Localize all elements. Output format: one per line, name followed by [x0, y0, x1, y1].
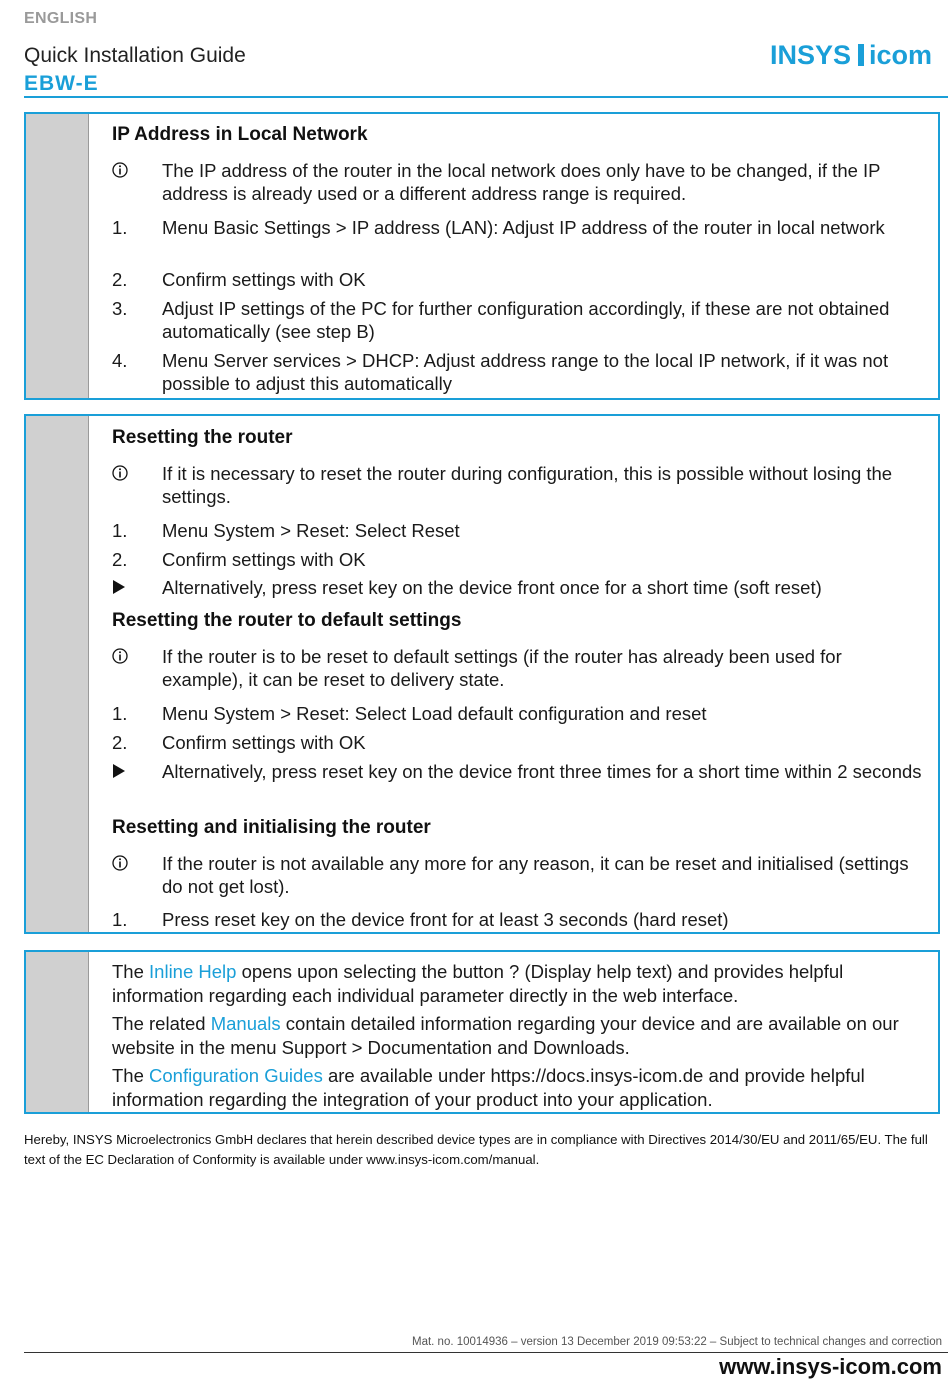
- info-text: If the router is not available any more for any reason, it can be reset and initialised (settings do not get lost).: [162, 853, 909, 897]
- step-number: 2.: [112, 549, 128, 570]
- step-number: 2.: [112, 732, 128, 753]
- language-label: ENGLISH: [24, 10, 98, 27]
- section-help-resources: [24, 950, 940, 1114]
- step-text: Menu Basic Settings > IP address (LAN): Adjust IP address of the router in local network: [162, 217, 885, 238]
- configuration-guides-link[interactable]: Configuration Guides: [149, 1065, 323, 1086]
- step-text: Menu Server services > DHCP: Adjust address range to the local IP network, if it was not possible to adjust this automatically: [162, 350, 889, 394]
- step-text: Confirm settings with OK: [162, 732, 366, 753]
- step-text: Menu System > Reset: Select Reset: [162, 520, 460, 541]
- info-icon: [112, 648, 128, 664]
- product-name: EBW-E: [24, 72, 99, 95]
- step-text: Confirm settings with OK: [162, 269, 366, 290]
- section-sidebar: [26, 416, 89, 932]
- manuals-paragraph: The related Manuals contain detailed information regarding your device and are available on our website in the menu Support > Documentation and Downloads.: [112, 1013, 899, 1058]
- info-icon: [112, 855, 128, 871]
- insys-icom-logo: [770, 36, 942, 72]
- step-number: 1.: [112, 909, 128, 930]
- section-ip-address: [24, 112, 940, 400]
- document-title: Quick Installation Guide: [24, 44, 246, 67]
- info-text: If it is necessary to reset the router during configuration, this is possible without losing the settings.: [162, 463, 893, 507]
- logo-right-text: icom: [869, 40, 933, 70]
- info-text: If the router is to be reset to default settings (if the router has already been used for example), it can be reset to delivery state.: [162, 646, 842, 690]
- footer-rule: [24, 1352, 948, 1353]
- footer-meta: Mat. no. 10014936 – version 13 December 2019 09:53:22 – Subject to technical changes and correction: [412, 1336, 942, 1348]
- section-heading: Resetting the router: [112, 427, 293, 448]
- info-icon: [112, 465, 128, 481]
- header-rule: [24, 96, 948, 98]
- section-resetting: [24, 414, 940, 934]
- play-triangle-icon: [112, 579, 126, 595]
- step-number: 2.: [112, 269, 128, 290]
- section-heading: Resetting the router to default settings: [112, 610, 462, 631]
- play-triangle-icon: [112, 763, 126, 779]
- footer-url[interactable]: www.insys-icom.com: [719, 1354, 942, 1379]
- info-icon: [112, 162, 128, 178]
- step-text: Menu System > Reset: Select Load default configuration and reset: [162, 703, 707, 724]
- step-number: 1.: [112, 520, 128, 541]
- section-sidebar: [26, 952, 89, 1112]
- step-text: Press reset key on the device front for at least 3 seconds (hard reset): [162, 909, 729, 930]
- step-number: 3.: [112, 298, 128, 319]
- step-number: 1.: [112, 217, 128, 238]
- alternative-text: Alternatively, press reset key on the device front once for a short time (soft reset): [162, 577, 822, 598]
- logo-left-text: INSYS: [770, 40, 852, 70]
- step-number: 4.: [112, 350, 128, 371]
- section-sidebar: [26, 114, 89, 398]
- section-heading: Resetting and initialising the router: [112, 817, 431, 838]
- info-text: The IP address of the router in the local network does only have to be changed, if the IP address is already used or a different address range is required.: [162, 160, 881, 204]
- inline-help-link[interactable]: Inline Help: [149, 961, 237, 982]
- step-text: Confirm settings with OK: [162, 549, 366, 570]
- step-text: Adjust IP settings of the PC for further configuration accordingly, if these are not obtained automatically (see step B): [162, 298, 890, 342]
- alternative-text: Alternatively, press reset key on the device front three times for a short time within 2 seconds: [162, 761, 922, 782]
- inline-help-paragraph: The Inline Help opens upon selecting the button ? (Display help text) and provides helpful information regarding each individual parameter directly in the web interface.: [112, 961, 844, 1006]
- configuration-guides-paragraph: The Configuration Guides are available under https://docs.insys-icom.de and provide helpful information regarding the integration of your product into your application.: [112, 1065, 865, 1110]
- logo-separator: [858, 44, 864, 66]
- section-heading: IP Address in Local Network: [112, 124, 368, 145]
- step-number: 1.: [112, 703, 128, 724]
- conformity-declaration: Hereby, INSYS Microelectronics GmbH declares that herein described device types are in compliance with Directives 2014/30/EU and 2011/65/EU. The full text of the EC Declaration of Conformity is available under www.insys-icom.com/manual.: [24, 1132, 928, 1167]
- manuals-link[interactable]: Manuals: [210, 1013, 281, 1034]
